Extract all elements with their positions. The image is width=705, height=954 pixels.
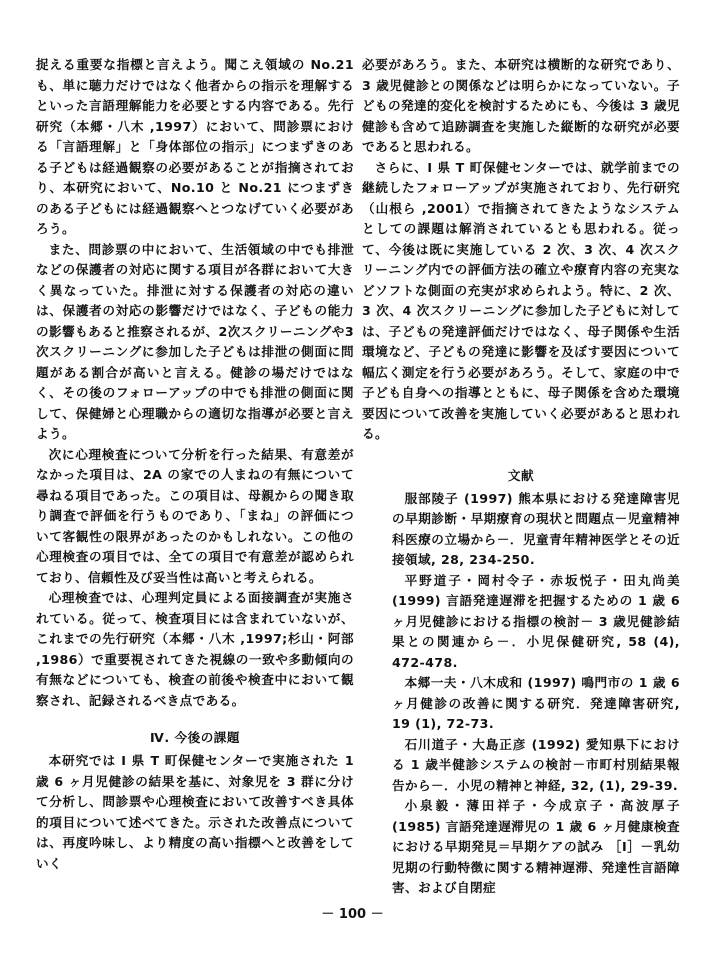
page-number: － 100 － <box>321 907 384 922</box>
references-heading: 文献 <box>507 467 535 483</box>
body-paragraph: また、問診票の中において、生活領域の中でも排泄などの保護者の対応に関する項目が各群において大きく異なっていた。排泄に対する保護者の対応の違いは、保護者の対応の影響だけではなく、子どもの能力の影響もあると推察されるが、2次スクリーニングや3次スクリーニングに参加した子どもは排泄の側面に問題がある割合が高いと言える。健診の場だけではなく、その後のフォローアップの中でも排泄の側面に関して、保健婦と心理職からの適切な指導が必要と言えよう。 <box>36 241 354 441</box>
right-column <box>362 55 680 899</box>
reference-entry: 平野道子・岡村令子・赤坂悦子・田丸尚美 (1999) 言語発達遅滞を把握するための 1 歳 6 ヶ月児健診における指標の検討－ 3 歳児健診結果との関連から－．小児保健研究, 58 (4), 472-478. <box>392 572 680 670</box>
reference-entry: 小泉毅・薄田祥子・今成京子・高波厚子 (1985) 言語発達遅滞児の 1 歳 6 ヶ月健康検査における早期発見＝早期ケアの試み ［Ⅰ］－乳幼児期の行動特徴に関する精神遅滞、発達性言語障害、および自閉症 <box>392 798 680 895</box>
body-paragraph: 捉える重要な指標と言えよう。聞こえ領域の No.21 も、単に聴力だけではなく他者からの指示を理解するといった言語理解能力を必要とする内容である。先行研究（本郷・八木 ,1997）において、問診票における「言語理解」と「身体部位の指示」につまずきのある子どもは経過観察の必要があることが指摘されており、本研究において、No.10 と No.21 につまずきのある子どもには経過観察へとつなげていく必要があろう。 <box>36 57 354 236</box>
reference-list <box>362 489 680 899</box>
body-paragraph: 心理検査では、心理判定員による面接調査が実施されている。従って、検査項目には含まれていないが、これまでの先行研究（本郷・八木 ,1997;杉山・阿部 ,1986）で重要視されてきた視線の一致や多動傾向の有無などについても、検査の前後や検査中において観察され、記録されるべき点である。 <box>36 590 354 708</box>
reference-entry: 服部陵子 (1997) 熊本県における発達障害児の早期診断・早期療育の現状と問題点－児童精神科医療の立場から－．児童青年精神医学とその近接領域, 28, 234-250. <box>392 490 680 567</box>
section-heading: Ⅳ. 今後の課題 <box>150 730 240 745</box>
body-paragraph: 必要があろう。また、本研究は横断的な研究であり、3 歳児健診との関係などは明らかになっていない。子どもの発達的変化を検討するためにも、今後は 3 歳児健診も含めて追跡調査を実施した縦断的な研究が必要であると思われる。 <box>362 57 680 154</box>
left-column <box>36 55 354 874</box>
body-paragraph: 次に心理検査について分析を行った結果、有意差がなかった項目は、2A の家での人まねの有無について尋ねる項目であった。この項目は、母親からの聞き取り調査で評価を行うものであり、「まね」の評価について客観性の限界があったのかもしれない。この他の心理検査の項目では、全ての項目で有意差が認められており、信頼性及び妥当性は高いと考えられる。 <box>36 446 354 585</box>
reference-entry: 石川道子・大島正彦 (1992) 愛知県下における 1 歳半健診システムの検討－市町村別結果報告から－．小児の精神と神経, 32, (1), 29-39. <box>392 736 680 793</box>
reference-entry: 本郷一夫・八木成和 (1997) 鳴門市の 1 歳 6 ヶ月健診の改善に関する研究．発達障害研究, 19 (1), 72-73. <box>392 675 680 731</box>
body-paragraph: さらに、I 県 T 町保健センターでは、就学前までの継続したフォローアップが実施されており、先行研究（山根ら ,2001）で指摘されてきたようなシステムとしての課題は解消されているとも思われる。従って、今後は既に実施している 2 次、3 次、4 次スクリーニング内での評価方法の確立や療育内容の充実などソフトな側面の充実が求められよう。特に、2 次、3 次、4 次スクリーニングに参加した子どもに対しては、子どもの発達評価だけではなく、母子関係や生活環境など、子どもの発達に影響を及ぼす要因について幅広く測定を行う必要があろう。そして、家庭の中で子ども自身への指導とともに、母子関係を含めた環境要因について改善を実施していく必要があると思われる。 <box>362 159 680 441</box>
body-paragraph: 本研究では I 県 T 町保健センターで実施された 1 歳 6 ヶ月児健診の結果を基に、対象児を 3 群に分けて分析し、問診票や心理検査において改善すべき具体的項目について述べてきた。示された改善点については、再度吟味し、より精度の高い指標へと改善をしていく <box>36 753 354 871</box>
